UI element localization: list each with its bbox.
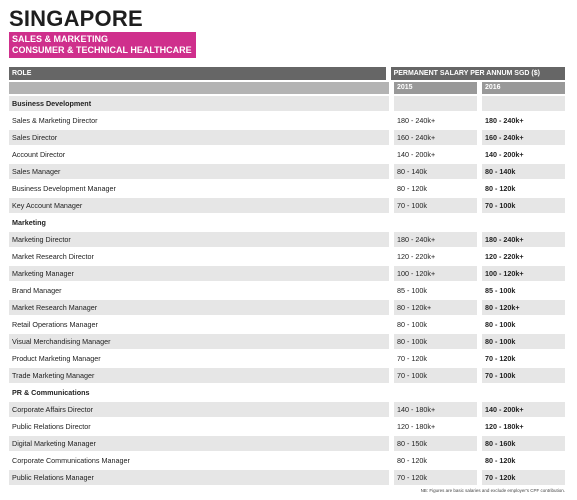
salary-2015-cell: 80 - 140k [394, 164, 477, 179]
salary-2016-cell: 140 - 200k+ [485, 150, 524, 159]
role-cell: Sales Manager [9, 164, 389, 179]
role-cell: Public Relations Manager [9, 470, 389, 485]
role-cell: Account Director [12, 150, 66, 159]
role-cell: Market Research Manager [9, 300, 389, 315]
salary-2016-cell: 70 - 100k [482, 198, 565, 213]
salary-2015-cell: 80 - 100k [397, 320, 427, 329]
salary-2016-cell: 180 - 240k+ [485, 116, 524, 125]
table-row [9, 181, 565, 196]
salary-2015-cell: 140 - 200k+ [397, 150, 436, 159]
salary-2015-cell: 180 - 240k+ [394, 232, 477, 247]
subtitle-line-2: CONSUMER & TECHNICAL HEALTHCARE [12, 45, 192, 55]
table-row [9, 368, 565, 383]
table-body [9, 96, 565, 485]
salary-2016-cell: 80 - 160k [482, 436, 565, 451]
table-row [9, 300, 565, 315]
salary-2015-cell: 80 - 100k [394, 334, 477, 349]
table-row [9, 147, 565, 162]
role-header: ROLE [9, 67, 386, 80]
salary-2016-cell [482, 215, 565, 230]
table-row [9, 334, 565, 349]
role-cell: Sales & Marketing Director [12, 116, 98, 125]
table-header [9, 67, 565, 80]
salary-2016-cell [482, 96, 565, 111]
salary-2016-cell: 140 - 200k+ [482, 402, 565, 417]
table-row [9, 419, 565, 434]
role-cell: Marketing Director [9, 232, 389, 247]
table-row [9, 164, 565, 179]
year-header-spacer [9, 82, 389, 94]
role-cell: Public Relations Director [12, 422, 91, 431]
table-row [9, 470, 565, 485]
salary-2015-cell: 180 - 240k+ [397, 116, 436, 125]
salary-2015-cell: 80 - 120k+ [394, 300, 477, 315]
section-row [9, 385, 565, 400]
table-row [9, 113, 565, 128]
salary-header: PERMANENT SALARY PER ANNUM SGD ($) [391, 67, 565, 80]
salary-2015-cell: 70 - 120k [394, 470, 477, 485]
salary-2016-cell: 120 - 220k+ [485, 252, 524, 261]
table-row [9, 266, 565, 281]
role-cell: Product Marketing Manager [12, 354, 101, 363]
role-cell: Key Account Manager [9, 198, 389, 213]
salary-2016-cell: 80 - 100k [485, 320, 516, 329]
salary-2016-cell: 160 - 240k+ [482, 130, 565, 145]
role-cell: Sales Director [9, 130, 389, 145]
salary-2016-cell: 80 - 120k+ [482, 300, 565, 315]
role-cell: Visual Merchandising Manager [9, 334, 389, 349]
section-heading: PR & Communications [12, 388, 90, 397]
salary-2015-cell: 85 - 100k [397, 286, 427, 295]
footnote: NB: Figures are basic salaries and exclude employer's CPF contribution. [420, 488, 565, 493]
salary-2016-cell: 80 - 120k [485, 456, 516, 465]
role-cell: Trade Marketing Manager [9, 368, 389, 383]
table-row [9, 453, 565, 468]
year-header-row [9, 82, 565, 94]
table-row [9, 232, 565, 247]
table-row [9, 249, 565, 264]
role-cell: Business Development Manager [12, 184, 116, 193]
table-row [9, 436, 565, 451]
salary-2016-cell: 180 - 240k+ [482, 232, 565, 247]
section-heading: Marketing [12, 218, 46, 227]
salary-2015-cell: 80 - 120k [397, 456, 427, 465]
role-cell: Market Research Director [12, 252, 94, 261]
salary-2016-cell: 70 - 120k [485, 354, 516, 363]
role-cell: Retail Operations Manager [12, 320, 98, 329]
salary-2016-cell: 80 - 140k [482, 164, 565, 179]
salary-2015-cell: 140 - 180k+ [394, 402, 477, 417]
role-cell: Marketing Manager [9, 266, 389, 281]
table-row [9, 130, 565, 145]
salary-2016-cell: 100 - 120k+ [482, 266, 565, 281]
section-heading: Business Development [9, 96, 389, 111]
salary-2016-cell: 80 - 120k [485, 184, 516, 193]
salary-2016-cell [482, 385, 565, 400]
salary-2015-cell [394, 96, 477, 111]
subtitle-badge [9, 32, 196, 58]
salary-2015-cell: 160 - 240k+ [394, 130, 477, 145]
table-row [9, 317, 565, 332]
salary-2016-cell: 120 - 180k+ [485, 422, 524, 431]
role-cell: Corporate Affairs Director [9, 402, 389, 417]
year-2015-header: 2015 [394, 82, 477, 94]
table-row [9, 198, 565, 213]
role-cell: Digital Marketing Manager [9, 436, 389, 451]
salary-2015-cell: 100 - 120k+ [394, 266, 477, 281]
subtitle-line-1: SALES & MARKETING [12, 34, 109, 44]
page-title: SINGAPORE [9, 6, 143, 31]
salary-2015-cell: 70 - 100k [394, 198, 477, 213]
table-row [9, 351, 565, 366]
salary-2015-cell: 70 - 120k [397, 354, 427, 363]
salary-2015-cell: 80 - 150k [394, 436, 477, 451]
salary-2016-cell: 85 - 100k [485, 286, 516, 295]
table-row [9, 402, 565, 417]
salary-2015-cell: 120 - 180k+ [397, 422, 436, 431]
role-cell: Brand Manager [12, 286, 62, 295]
year-2016-header: 2016 [482, 82, 565, 94]
table-row [9, 283, 565, 298]
salary-table [9, 67, 565, 487]
role-cell: Corporate Communications Manager [12, 456, 130, 465]
section-row [9, 215, 565, 230]
salary-2015-cell [394, 215, 477, 230]
section-row [9, 96, 565, 111]
salary-2015-cell: 120 - 220k+ [397, 252, 436, 261]
salary-2015-cell: 80 - 120k [397, 184, 427, 193]
salary-2016-cell: 70 - 120k [482, 470, 565, 485]
salary-2016-cell: 80 - 100k [482, 334, 565, 349]
salary-2015-cell [394, 385, 477, 400]
salary-2016-cell: 70 - 100k [482, 368, 565, 383]
salary-2015-cell: 70 - 100k [394, 368, 477, 383]
